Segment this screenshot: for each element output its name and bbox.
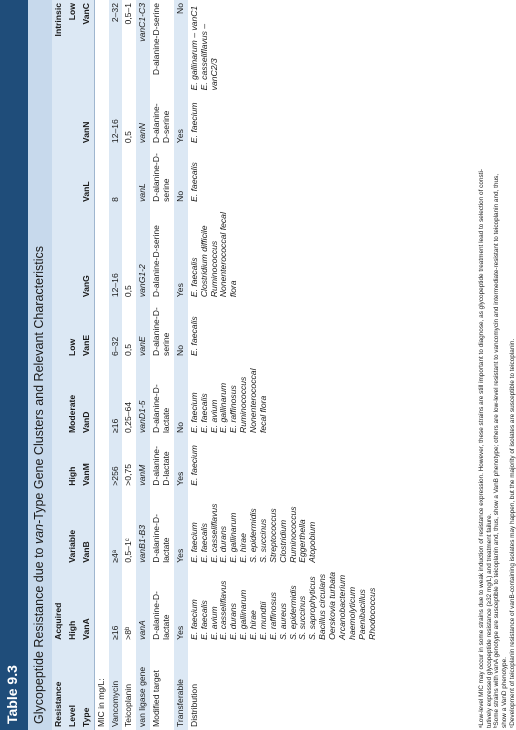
organism-item: Clostridium difficile — [198, 225, 209, 298]
transferable-cell: No — [174, 146, 188, 205]
organism-item: E. avium — [208, 606, 219, 640]
organism-item: E. durans — [218, 525, 229, 563]
transferable-row — [174, 0, 188, 730]
organism-item: S. succinus — [297, 595, 308, 640]
teicoplanin-cell: 0,5 — [122, 93, 136, 146]
organism-item: E. avium — [208, 399, 219, 433]
organism-item: E. gallinarum — [228, 512, 239, 563]
organism-item: S. saprophyticus — [307, 576, 318, 640]
organism-item: Nonenterococcal fecal flora — [248, 368, 268, 433]
transferable-cell: No — [174, 0, 188, 93]
vancomycin-cell: 8 — [109, 146, 123, 205]
organism-item: E. faecalis — [198, 393, 209, 433]
type-cell: VanD — [80, 359, 94, 436]
distribution-cell — [188, 93, 380, 146]
organism-item: Clostridium — [277, 519, 288, 563]
organism-item: Bacillus circulans — [317, 573, 328, 640]
vancomycin-label: Vancomycin — [109, 643, 123, 730]
distribution-cell — [188, 566, 380, 643]
organism-item: E. faecium — [188, 392, 199, 433]
distribution-cell — [188, 489, 380, 566]
distribution-cell — [188, 0, 380, 93]
resistance-label: Resistance — [52, 643, 66, 730]
intrinsic-label: Intrinsic — [52, 0, 66, 93]
organism-item: E. faecium — [188, 599, 199, 640]
vancomycin-cell: ≥16 — [109, 566, 123, 643]
ligase-cell: vanA — [136, 566, 150, 643]
teicoplanin-cell: 0,5–1ᶜ — [122, 489, 136, 566]
transferable-cell: Yes — [174, 489, 188, 566]
organism-item: S. succinus — [257, 518, 268, 563]
transferable-cell: Yes — [174, 436, 188, 489]
type-cell: VanN — [80, 93, 94, 146]
organism-item: S. epidermidis — [248, 508, 258, 563]
teicoplanin-cell: >8ᵇ — [122, 566, 136, 643]
organism-item: Paenibacillus — [356, 589, 367, 640]
organism-item: E. hirae — [248, 610, 258, 640]
vancomycin-cell: >256 — [109, 436, 123, 489]
title-band — [28, 0, 52, 730]
ligase-cell: vanG1-2 — [136, 205, 150, 300]
vancomycin-cell: 6–32 — [109, 300, 123, 359]
organism-item: Ruminococcus — [208, 240, 219, 298]
organism-item: E. mundtii — [257, 601, 268, 640]
teicoplanin-cell: 0,5 — [122, 300, 136, 359]
mic-header-row — [94, 0, 108, 730]
vancomycin-row — [109, 0, 123, 730]
organism-item: E. faecium — [188, 522, 199, 563]
target-cell: D-alanine-D-serine — [150, 300, 174, 359]
ligase-cell: vanE — [136, 300, 150, 359]
organism-item: S. epidermidis — [287, 585, 298, 640]
distribution-cell — [188, 436, 380, 489]
ligase-cell: vanD1-5 — [136, 359, 150, 436]
organism-item: E. hirae — [238, 533, 249, 563]
distribution-row — [188, 0, 380, 730]
target-cell: D-alanine-D-serine — [150, 205, 174, 300]
table-number-band — [0, 0, 28, 730]
teicoplanin-cell: 0,5–1 — [122, 0, 136, 93]
teicoplanin-label: Teicoplanin — [122, 643, 136, 730]
footnote-line: ᵇSome strains with vanA genotype are susceptible to teicoplanin and, thus, show a VanB phenotype; others are low-level resistant to vancomycin and intermediate-resistant to teicoplanin and, thus, — [493, 174, 501, 728]
transferable-cell: Yes — [174, 566, 188, 643]
organism-item: E. gallinarum – vanC1 — [188, 5, 199, 91]
type-cell: VanL — [80, 146, 94, 205]
ligase-cell: vanB1-B3 — [136, 489, 150, 566]
type-cell: VanE — [80, 300, 94, 359]
type-cell: VanM — [80, 436, 94, 489]
organism-item: E. casseliflavus — [218, 580, 229, 640]
organism-item: E. casseliflavus — [208, 503, 219, 563]
mic-header: MIC in mg/L: — [94, 0, 108, 730]
van-gene-table — [52, 0, 379, 730]
organism-item: Oerskovia turbata — [327, 571, 337, 640]
target-label: Modified target — [150, 643, 174, 730]
transferable-label: Transferable — [174, 643, 188, 730]
organism-item: E. faecalis — [188, 257, 199, 298]
target-cell: D-alanine-D-lactate — [150, 489, 174, 566]
target-row — [150, 0, 174, 730]
organism-item: Ruminococcus — [238, 376, 249, 433]
type-label: Type — [80, 643, 94, 730]
organism-item: Ruminococcus — [287, 506, 298, 563]
teicoplanin-cell — [122, 146, 136, 205]
ligase-cell: vanM — [136, 436, 150, 489]
distribution-cell — [188, 205, 380, 300]
organism-item: Streptococcus — [267, 508, 278, 563]
organism-item: E. raffinosus — [228, 385, 239, 433]
footnote-line: ᶜDevelopment of teicoplanin resistance of vanB-containing isolates may happen, but the majority of isolates are susceptible to teicoplanin. — [508, 338, 516, 728]
distribution-cell — [188, 300, 380, 359]
organism-item: Nonenterococcal fecal flora — [218, 212, 239, 298]
organism-item: Atopobium — [307, 521, 318, 563]
target-cell: D-alanine-D-lactate — [150, 566, 174, 643]
distribution-label: Distribution — [188, 643, 380, 730]
organism-item: E. faecalis — [188, 316, 199, 356]
ligase-cell: vanN — [136, 93, 150, 146]
level-label: Level — [66, 643, 80, 730]
vancomycin-cell: ≥16 — [109, 359, 123, 436]
level-variable: Variable — [66, 489, 80, 566]
ligase-cell: vanC1-C3 — [136, 0, 150, 93]
footnote-line: show a VanD phenotype. — [501, 657, 509, 728]
resistance-row — [52, 0, 66, 730]
acquired-label: Acquired — [52, 93, 66, 642]
transferable-cell: Yes — [174, 93, 188, 146]
organism-item: E. faecalis — [188, 162, 199, 202]
organism-item: S. aureus — [277, 603, 288, 640]
organism-item: E. faecium — [188, 102, 199, 144]
type-row — [80, 0, 94, 730]
table-number: Table 9.3 — [4, 665, 20, 724]
teicoplanin-cell: 0,5 — [122, 205, 136, 300]
organism-item: E. raffinosus — [267, 592, 278, 640]
footnotes — [478, 4, 516, 728]
level-row — [66, 0, 80, 730]
type-cell: VanG — [80, 205, 94, 300]
vancomycin-cell: 12–16 — [109, 205, 123, 300]
teicoplanin-cell: >0,75 — [122, 436, 136, 489]
transferable-cell: Yes — [174, 205, 188, 300]
organism-item: Eggerthella — [297, 519, 308, 563]
level-low-2: Low — [66, 0, 80, 93]
organism-item: Rhodococcus — [366, 587, 377, 640]
ligase-label: van ligase gene — [136, 643, 150, 730]
footnote-line: ᵃLow-level MIC may occur in some strains due to weak induction of resistance expression. However, these strains are still important to diagnose, as glycopeptide treatment lead to selection of consti- — [478, 169, 485, 728]
distribution-cell — [188, 359, 380, 436]
organism-item: E. gallinarum — [238, 589, 249, 640]
target-cell: D-alanine-D-lactate — [150, 359, 174, 436]
type-cell: VanA — [80, 566, 94, 643]
ligase-row — [136, 0, 150, 730]
vancomycin-cell: 2–32 — [109, 0, 123, 93]
type-cell: VanB — [80, 489, 94, 566]
vancomycin-cell: 12–16 — [109, 93, 123, 146]
organism-item: E. faecalis — [198, 523, 209, 563]
level-high: High — [66, 566, 80, 643]
organism-item: E. faecalis — [198, 600, 209, 640]
table-title: Glycopeptide Resistance due to van-Type Gene Clusters and Relevant Characteristics — [32, 245, 46, 724]
target-cell: D-alanine-D-serine — [150, 146, 174, 205]
level-moderate: Moderate — [66, 359, 80, 436]
vancomycin-cell: ≥4ᵃ — [109, 489, 123, 566]
level-high-2: High — [66, 436, 80, 489]
organism-item: E. durans — [228, 603, 239, 640]
footnote-line: tutively expressed glycopeptide resistance (≥32 mg/L) and treatment failure. — [485, 513, 493, 728]
distribution-cell — [188, 146, 380, 205]
level-low: Low — [66, 93, 80, 359]
target-cell: D-alanine-D-serine — [150, 93, 174, 146]
ligase-cell: vanL — [136, 146, 150, 205]
organism-item: E. gallinarum — [218, 382, 229, 433]
transferable-cell: No — [174, 359, 188, 436]
teicoplanin-row — [122, 0, 136, 730]
organism-item: Arcanobacterium haemolyticum — [336, 574, 357, 640]
type-cell: VanC — [80, 0, 94, 93]
teicoplanin-cell: 0,25–64 — [122, 359, 136, 436]
target-cell: D-alanine-D-lactate — [150, 436, 174, 489]
organism-item: E. casseliflavus – vanC2/3 — [198, 23, 219, 91]
organism-item: E. faecium — [188, 445, 199, 486]
transferable-cell: No — [174, 300, 188, 359]
target-cell: D-alanine-D-serine — [150, 0, 174, 93]
